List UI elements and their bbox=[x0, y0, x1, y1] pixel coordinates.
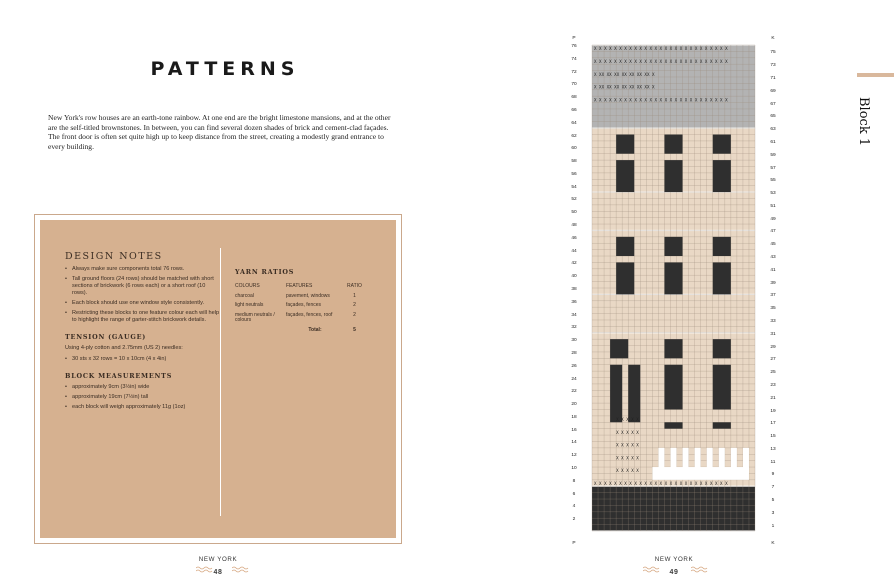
list-item: • each block will weigh approximately 11g (1oz) bbox=[65, 404, 186, 410]
row-number: 58 bbox=[571, 159, 577, 165]
row-number: 64 bbox=[571, 120, 577, 126]
yarn-ratios-heading: YARN RATIOS bbox=[235, 268, 295, 276]
row-number: 45 bbox=[770, 242, 776, 248]
row-number: 19 bbox=[770, 408, 776, 414]
row-number: 27 bbox=[770, 357, 776, 363]
list-item: • 30 sts x 32 rows = 10 x 10cm (4 x 4in) bbox=[65, 356, 167, 362]
window bbox=[664, 160, 682, 192]
column-divider bbox=[220, 248, 221, 516]
list-item: • approximately 9cm (3½in) wide bbox=[65, 384, 150, 390]
row-number: 47 bbox=[770, 229, 776, 235]
row-number: 66 bbox=[571, 107, 577, 113]
row-number: 6 bbox=[572, 491, 576, 497]
window bbox=[616, 237, 634, 256]
page-number: 49 bbox=[669, 569, 679, 576]
stitch-row: X X X X X bbox=[616, 468, 639, 474]
row-number: 37 bbox=[770, 293, 776, 299]
row-number: 20 bbox=[571, 402, 577, 408]
window bbox=[664, 365, 682, 410]
stitch-row: X X X X X bbox=[616, 442, 639, 448]
yarn-ratios-table bbox=[235, 284, 365, 338]
row-number: 50 bbox=[571, 210, 577, 216]
row-number: 39 bbox=[770, 280, 776, 286]
door-left bbox=[610, 365, 622, 423]
row-number: 22 bbox=[571, 389, 577, 395]
row-number: 60 bbox=[571, 146, 577, 152]
row-number: 59 bbox=[770, 152, 776, 158]
design-notes-panel bbox=[40, 220, 396, 538]
window-sill bbox=[664, 422, 682, 428]
row-number: 61 bbox=[770, 139, 776, 145]
knit-label-bottom: K bbox=[771, 541, 775, 546]
row-number: 24 bbox=[571, 376, 577, 382]
page-title: PATTERNS bbox=[150, 58, 300, 80]
row-number: 26 bbox=[571, 363, 577, 369]
row-number: 67 bbox=[770, 101, 776, 107]
list-item: • Tall ground floors (24 rows) should be matched with short sections of brickwork (6 rows each) or a short roof (10 rows). bbox=[65, 276, 214, 296]
row-number: 43 bbox=[770, 255, 776, 261]
design-notes-heading: DESIGN NOTES bbox=[65, 251, 163, 262]
row-number: 51 bbox=[770, 203, 776, 209]
row-number: 2 bbox=[572, 517, 576, 523]
window bbox=[616, 135, 634, 154]
row-number: 25 bbox=[770, 370, 776, 376]
row-number: 12 bbox=[571, 453, 577, 459]
wave-ornament-icon bbox=[691, 566, 709, 574]
wave-ornament-icon bbox=[232, 566, 250, 574]
row-number: 53 bbox=[770, 191, 776, 197]
row-number: 56 bbox=[571, 171, 577, 177]
table-header-row: COLOURS FEATURES RATIO bbox=[235, 283, 362, 289]
window bbox=[713, 262, 731, 294]
row-number: 8 bbox=[572, 478, 576, 484]
row-number: 28 bbox=[571, 350, 577, 356]
row-number: 11 bbox=[770, 459, 776, 465]
row-number: 13 bbox=[770, 446, 776, 452]
stitch-row: X X X X X bbox=[616, 429, 639, 435]
window-sill bbox=[713, 422, 731, 428]
row-number: 23 bbox=[770, 382, 776, 388]
row-number: 49 bbox=[770, 216, 776, 222]
row-number: 69 bbox=[770, 88, 776, 94]
list-item: • Restricting these blocks to one feature colour each will help to highlight the range of garter-stitch brickwork details. bbox=[65, 310, 220, 323]
row-number: 3 bbox=[771, 510, 775, 516]
row-number: 72 bbox=[571, 69, 577, 75]
stitch-row: X X X X X bbox=[616, 455, 639, 461]
window bbox=[664, 262, 682, 294]
window bbox=[616, 262, 634, 294]
door-right bbox=[628, 365, 640, 423]
purl-label-top: P bbox=[572, 36, 576, 41]
table-total-row: Total: 5 bbox=[308, 326, 356, 333]
row-number: 75 bbox=[770, 50, 776, 56]
row-number: 54 bbox=[571, 184, 577, 190]
design-notes-column bbox=[65, 253, 220, 414]
right-page bbox=[447, 0, 894, 583]
row-number: 62 bbox=[571, 133, 577, 139]
window bbox=[713, 339, 731, 358]
stitch-row: X X X X X X X X X X X X X X X X X X X X X X X X X X X bbox=[594, 97, 728, 103]
wave-ornament-icon bbox=[643, 566, 661, 574]
row-number: 63 bbox=[770, 127, 776, 133]
list-item: • Each block should use one window style consistently. bbox=[65, 300, 205, 306]
knit-label-top: K bbox=[771, 36, 775, 41]
row-number: 4 bbox=[572, 504, 576, 510]
row-number: 21 bbox=[770, 395, 776, 401]
footer-label: NEW YORK bbox=[198, 556, 238, 563]
row-number: 18 bbox=[571, 414, 577, 420]
window bbox=[610, 339, 628, 358]
stitch-row: X X X X X X X X X X X X X X X X X X X X X X X X X X X bbox=[594, 58, 728, 64]
row-number: 70 bbox=[571, 82, 577, 88]
row-number: 73 bbox=[770, 63, 776, 69]
row-number: 34 bbox=[571, 312, 577, 318]
table-row: medium neutrals / colours façades, fences, roof 2 bbox=[235, 311, 356, 324]
window bbox=[713, 365, 731, 410]
row-number: 74 bbox=[571, 56, 577, 62]
window bbox=[713, 237, 731, 256]
row-number: 30 bbox=[571, 338, 577, 344]
row-number: 52 bbox=[571, 197, 577, 203]
design-notes-box bbox=[34, 214, 402, 544]
row-number: 48 bbox=[571, 223, 577, 229]
section-tab bbox=[857, 73, 894, 77]
row-number: 29 bbox=[770, 344, 776, 350]
purl-label-bottom: P bbox=[572, 541, 576, 546]
window bbox=[713, 160, 731, 192]
row-number: 9 bbox=[771, 472, 775, 478]
page-number: 48 bbox=[213, 569, 223, 576]
row-number: 57 bbox=[770, 165, 776, 171]
table-row: charcoal pavement, windows 1 bbox=[235, 292, 356, 299]
row-number: 44 bbox=[571, 248, 577, 254]
footer-label: NEW YORK bbox=[654, 556, 694, 563]
stitch-row: X X X X X X X X X X X X X X X X X X X X X X X X X X X bbox=[594, 46, 728, 52]
window bbox=[664, 339, 682, 358]
intro-paragraph: New York's row houses are an earth-tone rainbow. At one end are the bright limestone mansions, and at the other are the self-titled brownstones. In between, you can find several dozen shades of brick and cement-clad façades. The front door is often set quite high up to keep distance from the street, creating a modestly grand entrance to every building. bbox=[48, 113, 391, 151]
list-item: • Always make sure components total 76 rows. bbox=[65, 266, 185, 272]
row-number: 17 bbox=[770, 421, 776, 427]
row-number: 42 bbox=[571, 261, 577, 267]
row-number: 55 bbox=[770, 178, 776, 184]
table-row: light neutrals façades, fences 2 bbox=[235, 302, 356, 309]
tension-text: Using 4-ply cotton and 2.75mm (US 2) needles: bbox=[65, 345, 183, 351]
yarn-ratios-column bbox=[235, 268, 385, 338]
window bbox=[616, 160, 634, 192]
row-number: 33 bbox=[770, 318, 776, 324]
knitting-chart bbox=[447, 0, 894, 583]
row-number: 10 bbox=[571, 466, 577, 472]
row-number: 68 bbox=[571, 95, 577, 101]
window bbox=[664, 135, 682, 154]
row-number: 76 bbox=[571, 44, 577, 49]
row-number: 65 bbox=[770, 114, 776, 120]
list-item: • approximately 19cm (7½in) tall bbox=[65, 394, 149, 400]
block-title: Block 1 bbox=[856, 97, 871, 147]
stitch-row: X X X X X bbox=[616, 417, 639, 423]
row-number: 36 bbox=[571, 299, 577, 305]
row-number: 41 bbox=[770, 267, 776, 273]
row-number: 35 bbox=[770, 306, 776, 312]
fence-rail bbox=[652, 467, 749, 480]
row-number: 5 bbox=[771, 498, 775, 504]
stitch-row: X X X X X X X X X X X X X X X X X X X X X X X X X X X bbox=[594, 481, 728, 487]
row-number: 1 bbox=[771, 523, 775, 529]
row-number: 16 bbox=[571, 427, 577, 433]
pavement-section bbox=[592, 487, 755, 531]
window bbox=[713, 135, 731, 154]
tension-heading: TENSION (GAUGE) bbox=[65, 333, 147, 341]
stitch-row: X XX XX XX XX XX XX XX X bbox=[594, 84, 655, 90]
row-number: 32 bbox=[571, 325, 577, 331]
row-number: 40 bbox=[571, 274, 577, 280]
window bbox=[664, 237, 682, 256]
wave-ornament-icon bbox=[196, 566, 214, 574]
row-number: 46 bbox=[571, 235, 577, 241]
row-number: 15 bbox=[770, 434, 776, 440]
row-number: 38 bbox=[571, 287, 577, 292]
block-measurements-heading: BLOCK MEASUREMENTS bbox=[65, 372, 173, 380]
row-number: 31 bbox=[770, 331, 776, 337]
row-number: 71 bbox=[770, 75, 776, 81]
row-number: 7 bbox=[771, 485, 775, 491]
row-number: 14 bbox=[571, 440, 577, 446]
stitch-row: X XX XX XX XX XX XX XX X bbox=[594, 71, 655, 77]
